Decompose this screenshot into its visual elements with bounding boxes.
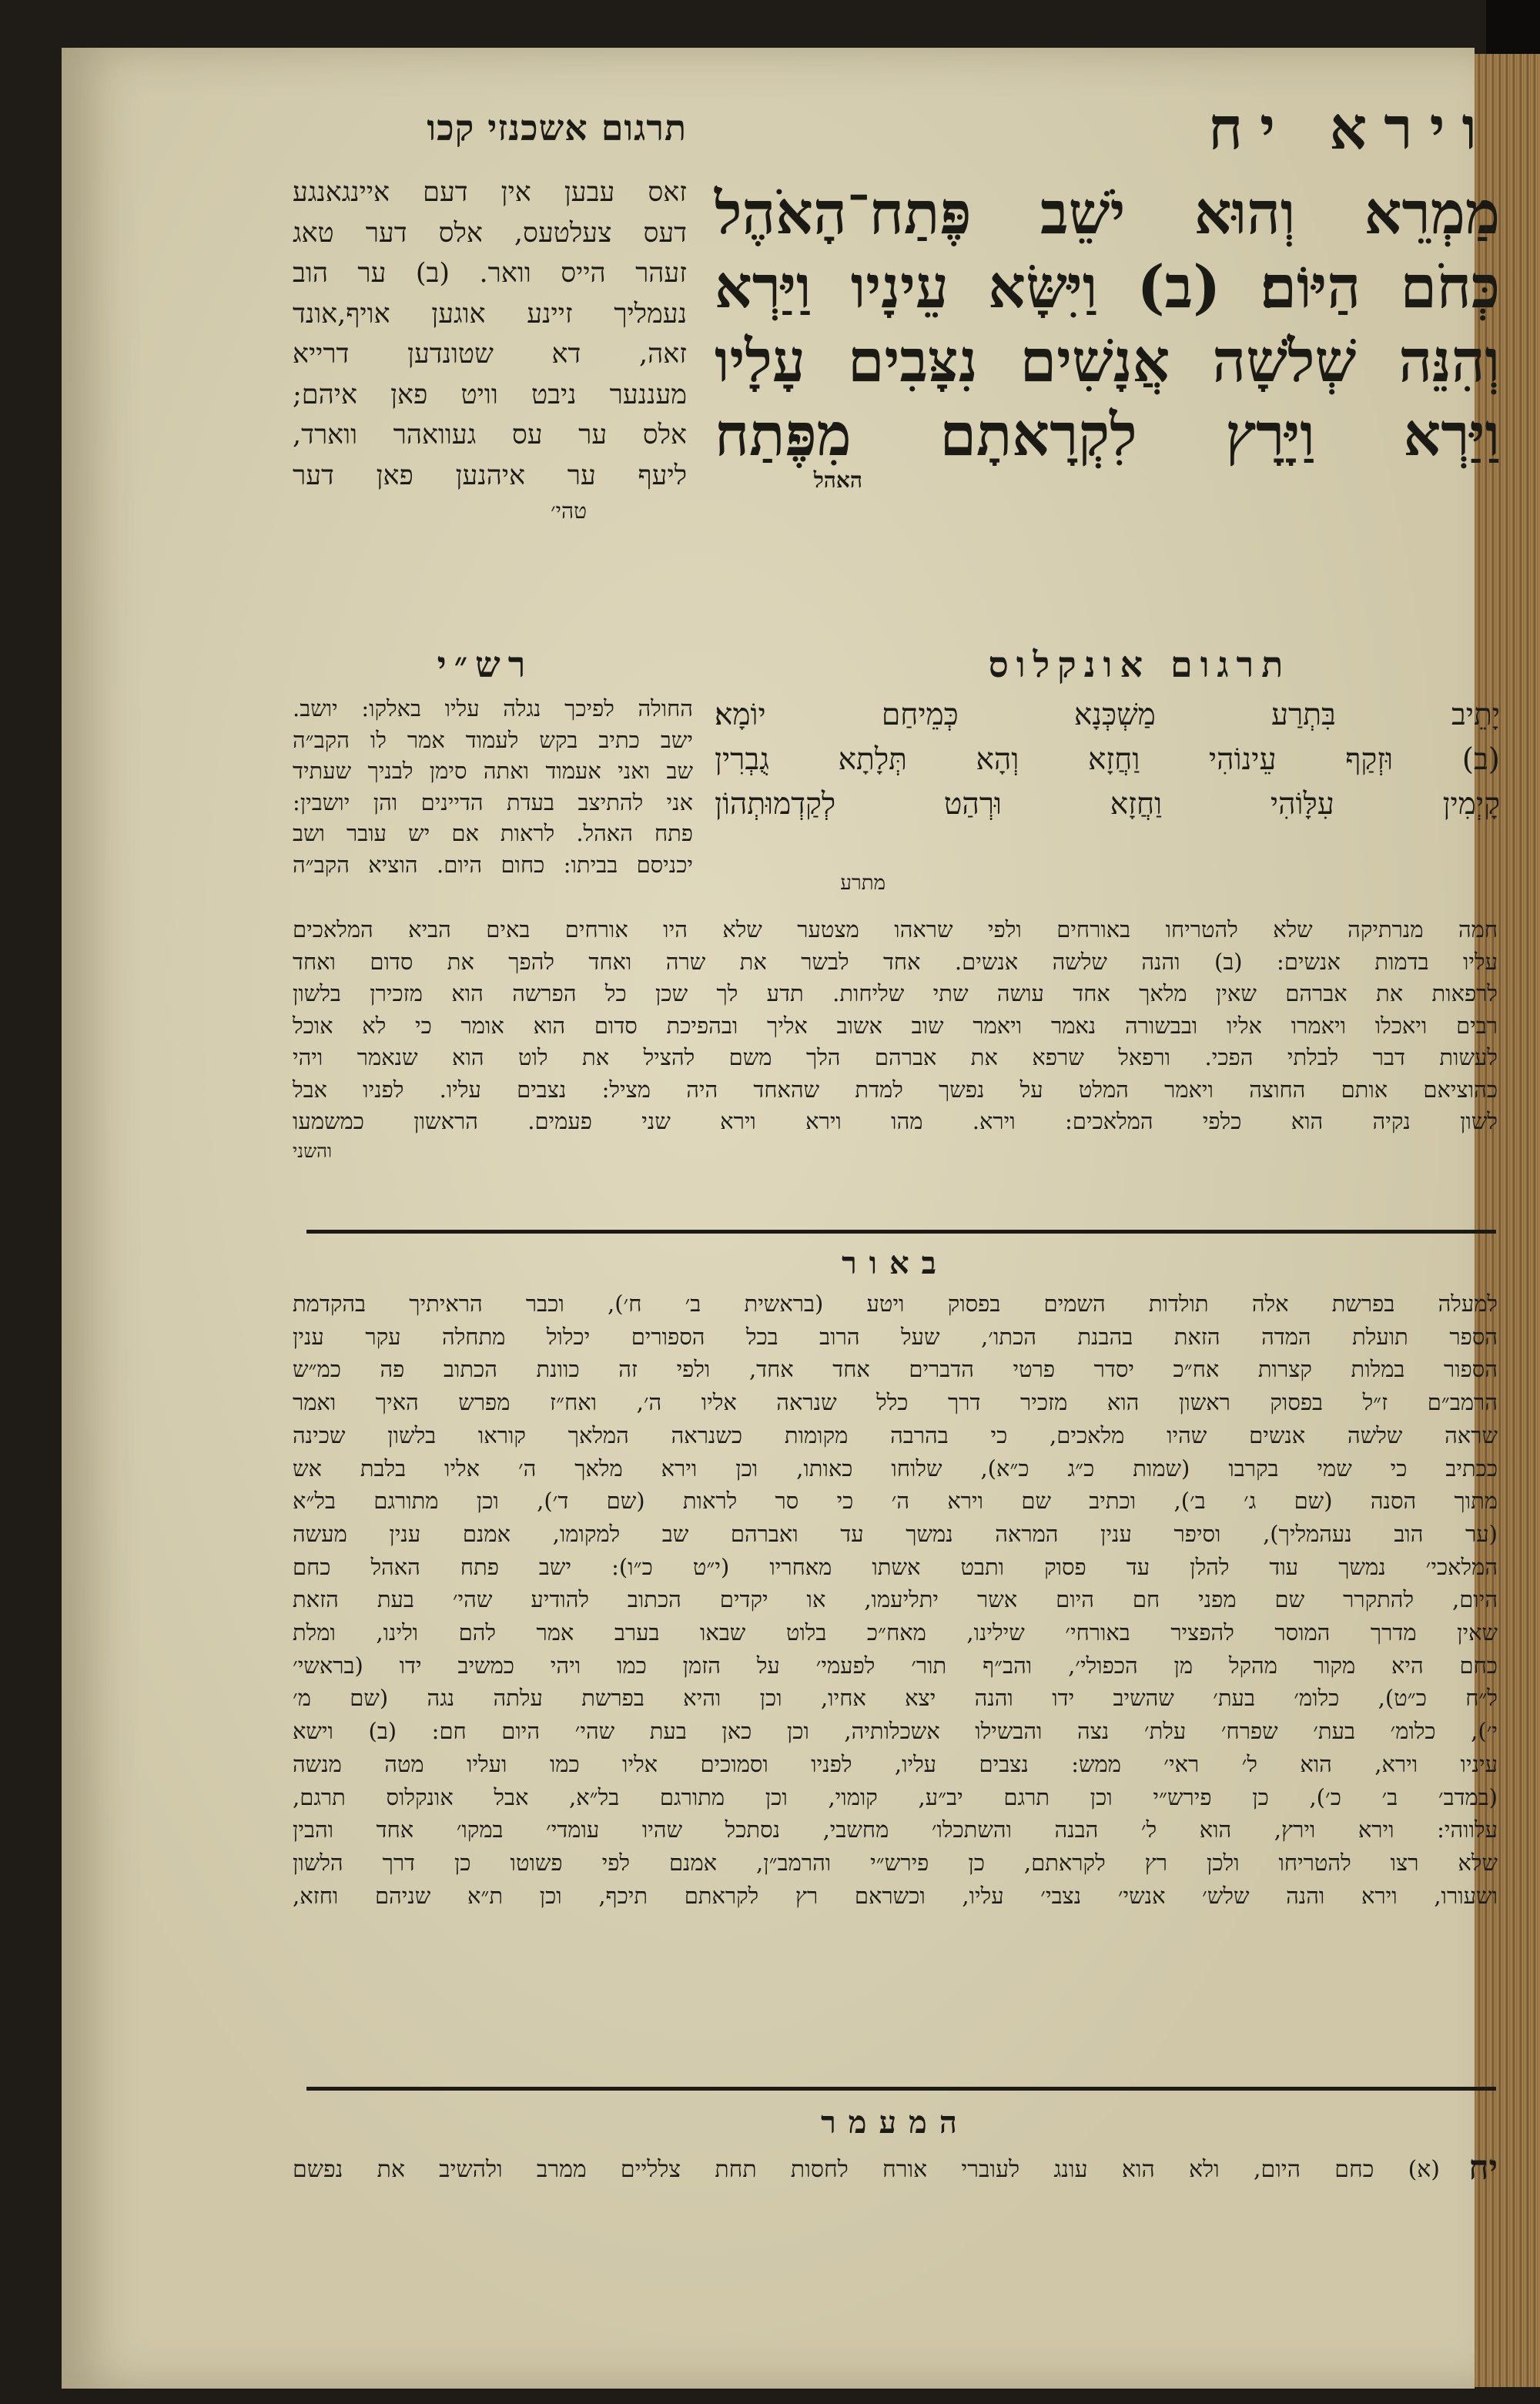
rashi-line: ישב כתיב בקש לעמוד אמר לו הקב״ה bbox=[293, 726, 693, 753]
biur-line: ל״ח כ״ט), כלומ׳ בעת׳ שהשיב ידו והנה יצא אחיו, וכן והיא בפרשת עלתה נגה (שם מ׳ bbox=[293, 1685, 1498, 1712]
targum-ashkenazi-text bbox=[293, 172, 687, 527]
targum-ashkenazi-line: זאס עבען אין דעם איינגאנגע bbox=[293, 177, 687, 208]
verse-line: כְּחֹם הַיּוֹם׃ (ב) וַיִּשָּׂא עֵינָיו וַיַּרְא bbox=[715, 253, 1500, 321]
biur-line: ככתיב כי שמי בקרבו (שמות כ״ג כ״א), שלוחו כאותו, וכן וירא מלאך ה׳ אליו בלבת אש bbox=[293, 1455, 1498, 1482]
biur-line: מתוך הסנה (שם ג׳ ב׳), וכתיב שם וירא ה׳ כי סר לראות (שם ד׳), וכן מתורגם בל״א bbox=[293, 1488, 1498, 1515]
biur-line: הספר תועלת המדה הזאת בהבנת הכתו׳, שעל הרוב בכל הספורים יכלול מתחלה עקר ענין bbox=[293, 1323, 1498, 1350]
targum-ashkenazi-line: נעמליך זיינע אוגען אויף,אונד bbox=[293, 298, 687, 330]
onkelos-title: תרגום אונקלוס bbox=[988, 644, 1291, 685]
onkelos-line: קָיְמִין עִלָּוֹהִי וַחֲזָא וּרְהַט לְקַדְמוּתְהוֹן bbox=[715, 787, 1500, 822]
biur-line: עיניו וירא, הוא ל׳ ראי׳ ממש: נצבים עליו, לפניו וסמוכים אליו כמו ועליו מטה מנשה bbox=[293, 1750, 1498, 1777]
verse-line: וְהִנֵּה שְׁלֹשָׁה אֲנָשִׁים נִצָּבִים עָלָיו bbox=[715, 326, 1500, 395]
onkelos-catchword: מתרע bbox=[840, 872, 886, 895]
targum-ashkenazi-line: זאה, דא שטונדען דרייא bbox=[293, 339, 687, 370]
biur-line: היום, להתקרר שם מפני חם היום אשר יתליעמו, או יקדים הכתוב להודיע שהי׳ בעת הזאת bbox=[293, 1586, 1498, 1613]
biur-title: באור bbox=[842, 1245, 949, 1281]
biur-line: י׳), כלומ׳ בעת׳ שפרח׳ עלת׳ נצה והבשילו אשכלותיה, וכן כאן בעת שהי׳ היום חם: (ב) וישא bbox=[293, 1718, 1498, 1745]
biur-line: המלאכי׳ נמשך עוד להלן עד פסוק ותבט אשתו מאחריו (י״ט כ״ו): ישב פתח האהל כחם bbox=[293, 1553, 1498, 1580]
rashi-catchword: והשני bbox=[293, 1140, 333, 1162]
verse-line: וַיַּרְא וַיָּרָץ לִקְרָאתָם מִפֶּתַח bbox=[715, 400, 1500, 469]
targum-ashkenazi-line: זעהר הייס וואר. (ב) ער הוב bbox=[293, 258, 687, 289]
verse-line: מַמְרֵא וְהוּא יֹשֵׁב פֶּתַח־הָאֹהֶל bbox=[715, 179, 1500, 247]
biur-line: (ער הוב נעהמליך), וסיפר ענין המראה נמשך עד ואברהם שב למקומו, אמנם ענין מעשה bbox=[293, 1520, 1498, 1547]
targum-ashkenazi-line: ליעף ער איהנען פאן דער bbox=[293, 460, 687, 491]
rashi-line: יכניסם בביתו: כחום היום. הוציא הקב״ה bbox=[293, 851, 693, 878]
rashi-line: שב ואני אעמוד ואתה סימן לבניך שעתיד bbox=[293, 758, 693, 784]
targum-ashkenazi-line: מעננער ניבט וויט פאן איהם; bbox=[293, 379, 687, 410]
biur-line: עלווהי: וירא וירץ, הוא ל׳ הבנה והשתכלו׳ מחשבי, נסתכל שהיו עומדי׳ במקו׳ אחד והבין bbox=[293, 1816, 1498, 1843]
rashi-line: חמה מנרתיקה שלא להטריחו באורחים ולפי שראהו מצטער שלא היו אורחים באים הביא המלאכים bbox=[293, 916, 1498, 943]
biur-line: ושעורו, וירא והנה שלש׳ אנשי׳ נצבי׳ עליו, וכשראם רץ לקראתם תיכף, וכן ת״א שניהם וחזא, bbox=[293, 1882, 1498, 1909]
rashi-line: עליו בדמות אנשים: (ב) והנה שלשה אנשים. אחד לבשר את שרה ואחד להפך את סדום ואחד bbox=[293, 948, 1498, 975]
rashi-text bbox=[293, 693, 693, 880]
biur-line: למעלה בפרשת אלה תולדות השמים בפסוק ויטע (בראשית ב׳ ח׳), וכבר הראיתיך בהקדמת bbox=[293, 1291, 1498, 1317]
verse-text bbox=[715, 176, 1500, 472]
hameamer-text: (א) כחם היום, ולא הוא עונג לעוברי אורח לחסות תחת צלליים ממרב ולהשיב את נפשם bbox=[293, 2156, 1440, 2183]
biur-line: הספור במלות קצרות אח״כ יסדר פרטי הדברים אחד אחד, ולפי זה כוונת הכתוב פה כמ״ש bbox=[293, 1356, 1498, 1383]
hameamer-title: המעמר bbox=[821, 2104, 969, 2141]
targum-ashkenazi-catchword: טהי׳ bbox=[551, 498, 587, 524]
rashi-line: כהוציאם אותם החוצה ויאמר המלט על נפשך למדת שהאחד היה מציל: נצבים עליו. לפניו אבל bbox=[293, 1076, 1498, 1103]
biur-text bbox=[293, 1287, 1498, 1912]
rashi-line: אני להתיצב בעדת הדיינים והן יושבין: bbox=[293, 788, 693, 815]
rashi-line: לשון נקיה הוא כלפי המלאכים: וירא. מהו וירא וירא שני פעמים. הראשון כמשמעו bbox=[293, 1108, 1498, 1134]
rashi-line: לרפאות את אברהם שאין מלאך אחד עושה שתי שליחות. תדע לך שכן כל הפרשה הוא מזכירן בלשון bbox=[293, 980, 1498, 1006]
biur-line: שלא רצו להטריחו ולכן רץ לקראתם, כן פירש״י והרמב״ן, אמנם לפי פשוטו כן דרך הלשון bbox=[293, 1849, 1498, 1876]
onkelos-text bbox=[715, 693, 1500, 827]
targum-ashkenazi-title: תרגום אשכנזי קכו bbox=[427, 107, 687, 149]
biur-line: כחם היא מקור מהקל מן הכפולי׳, והב״ף תור׳ לפעמי׳ על הזמן כמו ויהי כמשיב ידו (בראשי׳ bbox=[293, 1652, 1498, 1679]
targum-ashkenazi-line: אלס ער עס געוואהר ווארד, bbox=[293, 420, 687, 450]
book-page bbox=[62, 48, 1500, 2389]
section-divider bbox=[306, 1230, 1496, 1234]
hameamer-verse-label: יח bbox=[1468, 2148, 1498, 2188]
rashi-line: רבים ויאכלו ויאמרו אליו ובבשורה נאמר ויאמר שוב אשוב אליך ובהפיכת סדום הוא אומר כי לא אוכל bbox=[293, 1012, 1498, 1039]
rashi-line: פתח האהל. לראות אם יש עובר ושב bbox=[293, 820, 693, 846]
biur-line: שאין מדרך המוסר להפציר באורחי׳ שילינו, מאח״כ בלוט שבאו בערב אמר להם ולינו, ומלת bbox=[293, 1619, 1498, 1646]
rashi-title: רש״י bbox=[437, 644, 534, 685]
targum-ashkenazi-line: דעס צעלטעס, אלס דער טאג bbox=[293, 217, 687, 249]
onkelos-line: (ב) וּזְקַף עֵינוֹהִי וַחֲזָא וְהָא תְּלָתָא גֻבְרִין bbox=[715, 742, 1500, 777]
rashi-continued-text bbox=[293, 914, 1498, 1138]
biur-line: (במדב׳ ב׳ כ׳), כן פירש״י וכן תרגם יב״ע, קומוי, וכן מתורגם בל״א, אבל אונקלוס תרגם, bbox=[293, 1783, 1498, 1810]
parsha-title: וירא יח bbox=[1208, 94, 1494, 162]
rashi-line: לעשות דבר לבלתי הפכי. ורפאל שרפא את אברהם הלך משם להציל את לוט הוא שנאמר ויהי bbox=[293, 1044, 1498, 1070]
rashi-line: החולה לפיכך נגלה עליו באלקו: יושב. bbox=[293, 695, 693, 722]
verse-catchword: האהל bbox=[813, 467, 862, 493]
onkelos-line: יָתֵיב בִּתְרַע מַשְׁכְּנָא כְּמֵיחַם יוֹמָא׃ bbox=[715, 698, 1500, 732]
biur-line: שראה שלשה אנשים שהיו מלאכים, כי בהרבה מקומות כשנראה המלאך קוראו בלשון שכינה bbox=[293, 1421, 1498, 1448]
biur-line: הרמב״ם ז״ל בפסוק ראשון הוא מזכיר דרך כלל שנראה אליו ה׳, ואח״ז מפרש האיך ואמר bbox=[293, 1389, 1498, 1416]
book-gutter-shadow bbox=[1486, 0, 1540, 58]
section-divider bbox=[306, 2087, 1496, 2091]
